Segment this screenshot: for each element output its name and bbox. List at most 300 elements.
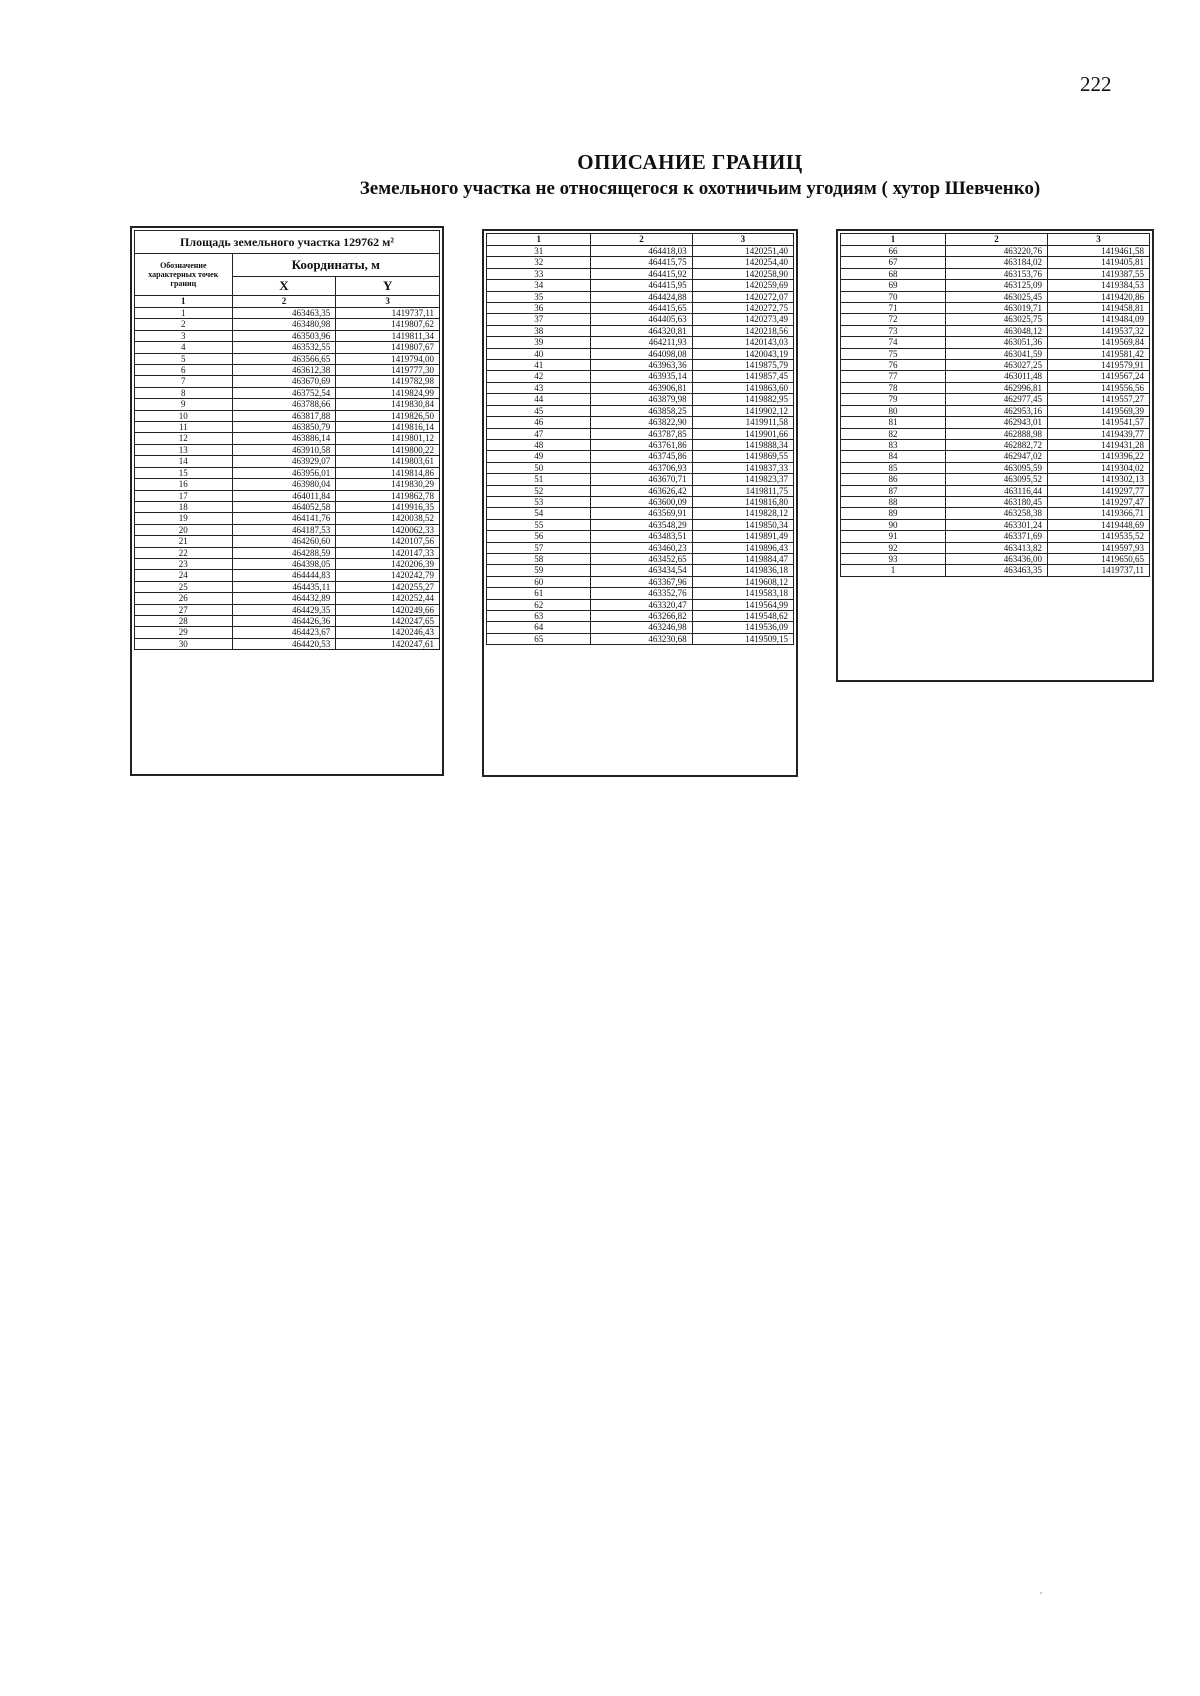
coord-y: 1419567,24 — [1048, 371, 1150, 382]
coord-y: 1419569,39 — [1048, 405, 1150, 416]
coord-y: 1420255,27 — [336, 581, 440, 592]
coord-x: 463569,91 — [591, 508, 692, 519]
column-numbers-row — [841, 234, 1150, 246]
coord-x: 463180,45 — [946, 496, 1048, 507]
point-number: 74 — [841, 337, 946, 348]
coord-y: 1419597,93 — [1048, 542, 1150, 553]
coord-y: 1419837,33 — [692, 462, 793, 473]
point-number: 92 — [841, 542, 946, 553]
coord-x: 463906,81 — [591, 382, 692, 393]
point-number: 21 — [135, 536, 233, 547]
coord-y: 1419884,47 — [692, 553, 793, 564]
table-row — [487, 611, 794, 622]
coord-y: 1419801,12 — [336, 433, 440, 444]
table-row — [135, 319, 440, 330]
coord-x: 464320,81 — [591, 325, 692, 336]
table-row — [135, 376, 440, 387]
coord-x: 463230,68 — [591, 633, 692, 644]
coord-y: 1420251,40 — [692, 246, 793, 257]
coord-x: 463463,35 — [946, 565, 1048, 576]
coord-x: 463434,54 — [591, 565, 692, 576]
coord-x: 464415,95 — [591, 280, 692, 291]
coord-y: 1419836,18 — [692, 565, 793, 576]
table-row — [135, 353, 440, 364]
coord-x: 464288,59 — [232, 547, 336, 558]
table-row — [841, 280, 1150, 291]
point-number: 65 — [487, 633, 591, 644]
coord-x: 463116,44 — [946, 485, 1048, 496]
coord-x: 463367,96 — [591, 576, 692, 587]
column-numbers-row — [135, 296, 440, 308]
table-row — [135, 513, 440, 524]
coord-y: 1419777,30 — [336, 365, 440, 376]
header-point-designation: Обозначение характерных точек границ — [135, 254, 233, 296]
coord-y: 1419862,78 — [336, 490, 440, 501]
table-row — [487, 474, 794, 485]
point-number: 30 — [135, 638, 233, 649]
table-row — [841, 531, 1150, 542]
coord-x: 464415,92 — [591, 268, 692, 279]
coord-x: 463548,29 — [591, 519, 692, 530]
point-number: 79 — [841, 394, 946, 405]
table-row — [487, 417, 794, 428]
coord-x: 464415,75 — [591, 257, 692, 268]
coord-x: 463935,14 — [591, 371, 692, 382]
table-row — [841, 542, 1150, 553]
coord-x: 463095,59 — [946, 462, 1048, 473]
table-row — [487, 599, 794, 610]
table-row — [135, 422, 440, 433]
table-row — [487, 496, 794, 507]
table-row — [841, 451, 1150, 462]
point-number: 24 — [135, 570, 233, 581]
table-row — [841, 337, 1150, 348]
coord-y: 1420043,19 — [692, 348, 793, 359]
coord-y: 1419536,09 — [692, 622, 793, 633]
coord-y: 1419439,77 — [1048, 428, 1150, 439]
coord-x: 464418,03 — [591, 246, 692, 257]
table-row — [135, 433, 440, 444]
coord-y: 1419297,47 — [1048, 496, 1150, 507]
point-number: 31 — [487, 246, 591, 257]
coord-x: 463822,90 — [591, 417, 692, 428]
coord-y: 1419891,49 — [692, 531, 793, 542]
table-row — [487, 314, 794, 325]
header-coordinates: Координаты, м — [232, 254, 439, 277]
coord-y: 1420258,90 — [692, 268, 793, 279]
table-row — [135, 342, 440, 353]
document-title: ОПИСАНИЕ ГРАНИЦ — [577, 150, 803, 174]
point-number: 36 — [487, 303, 591, 314]
coord-y: 1420252,44 — [336, 593, 440, 604]
coord-y: 1419509,15 — [692, 633, 793, 644]
table-row — [487, 291, 794, 302]
coord-y: 1420038,52 — [336, 513, 440, 524]
coord-x: 464141,76 — [232, 513, 336, 524]
table-row — [135, 547, 440, 558]
coord-x: 463025,45 — [946, 291, 1048, 302]
coord-y: 1419882,95 — [692, 394, 793, 405]
point-number: 51 — [487, 474, 591, 485]
table-row — [135, 501, 440, 512]
coord-x: 464423,67 — [232, 627, 336, 638]
point-number: 13 — [135, 444, 233, 455]
table-row — [841, 246, 1150, 257]
coord-y: 1420272,75 — [692, 303, 793, 314]
coord-y: 1419548,62 — [692, 611, 793, 622]
point-number: 25 — [135, 581, 233, 592]
table-row — [841, 382, 1150, 393]
point-number: 16 — [135, 479, 233, 490]
coord-y: 1419811,75 — [692, 485, 793, 496]
coord-x: 463258,38 — [946, 508, 1048, 519]
coord-x: 463980,04 — [232, 479, 336, 490]
coord-x: 463436,00 — [946, 553, 1048, 564]
point-number: 49 — [487, 451, 591, 462]
table-row — [487, 622, 794, 633]
point-number: 1 — [135, 308, 233, 319]
point-number: 93 — [841, 553, 946, 564]
point-number: 2 — [135, 319, 233, 330]
coord-y: 1419581,42 — [1048, 348, 1150, 359]
point-number: 15 — [135, 467, 233, 478]
point-number: 46 — [487, 417, 591, 428]
coord-x: 463463,35 — [232, 308, 336, 319]
coord-y: 1419826,50 — [336, 410, 440, 421]
coord-y: 1419431,28 — [1048, 439, 1150, 450]
table-row — [487, 531, 794, 542]
point-number: 48 — [487, 439, 591, 450]
coord-y: 1420218,56 — [692, 325, 793, 336]
point-number: 76 — [841, 360, 946, 371]
table-row — [487, 519, 794, 530]
coord-y: 1420249,66 — [336, 604, 440, 615]
point-number: 39 — [487, 337, 591, 348]
coord-x: 463706,93 — [591, 462, 692, 473]
point-number: 63 — [487, 611, 591, 622]
point-number: 75 — [841, 348, 946, 359]
coord-y: 1419816,14 — [336, 422, 440, 433]
point-number: 72 — [841, 314, 946, 325]
point-number: 26 — [135, 593, 233, 604]
table-row — [135, 490, 440, 501]
coord-y: 1419901,66 — [692, 428, 793, 439]
coord-y: 1419823,37 — [692, 474, 793, 485]
table-row — [841, 405, 1150, 416]
point-number: 4 — [135, 342, 233, 353]
point-number: 91 — [841, 531, 946, 542]
coord-y: 1419579,91 — [1048, 360, 1150, 371]
point-number: 71 — [841, 303, 946, 314]
coord-x: 463670,69 — [232, 376, 336, 387]
header-x: X — [232, 277, 336, 296]
coord-x: 464432,89 — [232, 593, 336, 604]
coord-x: 463850,79 — [232, 422, 336, 433]
coord-x: 463956,01 — [232, 467, 336, 478]
coord-y: 1420247,65 — [336, 615, 440, 626]
coord-x: 464415,65 — [591, 303, 692, 314]
coord-x: 463019,71 — [946, 303, 1048, 314]
column-numbers-row — [487, 234, 794, 246]
coord-x: 463483,51 — [591, 531, 692, 542]
area-label: Площадь земельного участка 129762 м² — [135, 231, 440, 254]
coord-y: 1419405,81 — [1048, 257, 1150, 268]
table-row — [487, 588, 794, 599]
coord-x: 462977,45 — [946, 394, 1048, 405]
coord-y: 1420259,69 — [692, 280, 793, 291]
point-number: 62 — [487, 599, 591, 610]
point-number: 84 — [841, 451, 946, 462]
point-number: 11 — [135, 422, 233, 433]
coord-x: 463963,36 — [591, 360, 692, 371]
table-row — [487, 246, 794, 257]
coord-x: 463452,65 — [591, 553, 692, 564]
coord-x: 463352,76 — [591, 588, 692, 599]
point-number: 47 — [487, 428, 591, 439]
point-number: 53 — [487, 496, 591, 507]
coord-x: 463011,48 — [946, 371, 1048, 382]
coord-x: 464052,58 — [232, 501, 336, 512]
coordinates-table-3 — [836, 229, 1154, 682]
point-number: 41 — [487, 360, 591, 371]
coord-y: 1419384,53 — [1048, 280, 1150, 291]
table-row — [487, 451, 794, 462]
coord-x: 463266,82 — [591, 611, 692, 622]
table-row — [135, 467, 440, 478]
point-number: 64 — [487, 622, 591, 633]
coord-x: 463817,88 — [232, 410, 336, 421]
point-number: 44 — [487, 394, 591, 405]
coord-x: 462996,81 — [946, 382, 1048, 393]
coord-y: 1419737,11 — [1048, 565, 1150, 576]
table-row — [487, 325, 794, 336]
coord-x: 463025,75 — [946, 314, 1048, 325]
coord-x: 463532,55 — [232, 342, 336, 353]
point-number: 42 — [487, 371, 591, 382]
coord-x: 463612,38 — [232, 365, 336, 376]
table-row — [841, 303, 1150, 314]
coord-y: 1419794,00 — [336, 353, 440, 364]
point-number: 7 — [135, 376, 233, 387]
table-row — [487, 257, 794, 268]
header-y: Y — [336, 277, 440, 296]
coord-x: 463095,52 — [946, 474, 1048, 485]
coord-x: 463125,09 — [946, 280, 1048, 291]
point-number: 83 — [841, 439, 946, 450]
point-number: 12 — [135, 433, 233, 444]
coord-x: 463184,02 — [946, 257, 1048, 268]
table-row — [135, 444, 440, 455]
table-row — [135, 638, 440, 649]
point-number: 66 — [841, 246, 946, 257]
table-row — [487, 633, 794, 644]
coord-y: 1420062,33 — [336, 524, 440, 535]
table-row — [841, 371, 1150, 382]
coord-x: 463460,23 — [591, 542, 692, 553]
table-row — [841, 417, 1150, 428]
col-number: 1 — [841, 234, 946, 246]
point-number: 77 — [841, 371, 946, 382]
point-number: 33 — [487, 268, 591, 279]
point-number: 81 — [841, 417, 946, 428]
point-number: 17 — [135, 490, 233, 501]
point-number: 54 — [487, 508, 591, 519]
coord-y: 1419807,62 — [336, 319, 440, 330]
coord-y: 1419811,34 — [336, 330, 440, 341]
coord-y: 1419916,35 — [336, 501, 440, 512]
document-subtitle: Земельного участка не относящегося к охотничьим угодиям ( хутор Шевченко) — [359, 178, 1041, 199]
point-number: 67 — [841, 257, 946, 268]
point-number: 37 — [487, 314, 591, 325]
coord-x: 464405,63 — [591, 314, 692, 325]
coord-y: 1419814,86 — [336, 467, 440, 478]
coord-x: 463041,59 — [946, 348, 1048, 359]
coord-x: 464011,84 — [232, 490, 336, 501]
table-row — [487, 268, 794, 279]
point-number: 23 — [135, 558, 233, 569]
scan-speck — [1040, 1592, 1042, 1594]
coord-x: 463752,54 — [232, 387, 336, 398]
coord-x: 464098,08 — [591, 348, 692, 359]
point-number: 22 — [135, 547, 233, 558]
table-row — [841, 325, 1150, 336]
point-number: 38 — [487, 325, 591, 336]
coord-y: 1419564,99 — [692, 599, 793, 610]
coord-y: 1419304,02 — [1048, 462, 1150, 473]
coord-x: 464435,11 — [232, 581, 336, 592]
coord-x: 463858,25 — [591, 405, 692, 416]
coord-x: 463626,42 — [591, 485, 692, 496]
table-row — [135, 615, 440, 626]
coord-y: 1419782,98 — [336, 376, 440, 387]
coord-x: 463301,24 — [946, 519, 1048, 530]
table-row — [487, 348, 794, 359]
table-row — [841, 462, 1150, 473]
table-row — [487, 485, 794, 496]
table-row — [487, 360, 794, 371]
table-row — [841, 291, 1150, 302]
coord-x: 463220,76 — [946, 246, 1048, 257]
coord-x: 462882,72 — [946, 439, 1048, 450]
point-number: 18 — [135, 501, 233, 512]
coord-y: 1419828,12 — [692, 508, 793, 519]
coord-y: 1419366,71 — [1048, 508, 1150, 519]
point-number: 5 — [135, 353, 233, 364]
point-number: 52 — [487, 485, 591, 496]
table-row — [135, 524, 440, 535]
coord-x: 463879,98 — [591, 394, 692, 405]
point-number: 28 — [135, 615, 233, 626]
coord-y: 1419857,45 — [692, 371, 793, 382]
table-row — [487, 542, 794, 553]
coord-y: 1419830,84 — [336, 399, 440, 410]
coord-x: 462888,98 — [946, 428, 1048, 439]
point-number: 70 — [841, 291, 946, 302]
point-number: 27 — [135, 604, 233, 615]
table-row — [841, 519, 1150, 530]
coord-x: 464420,53 — [232, 638, 336, 649]
table-row — [135, 365, 440, 376]
table-row — [487, 462, 794, 473]
table-row — [135, 330, 440, 341]
coord-y: 1419800,22 — [336, 444, 440, 455]
point-number: 3 — [135, 330, 233, 341]
table-row — [487, 280, 794, 291]
point-number: 6 — [135, 365, 233, 376]
coord-y: 1419896,43 — [692, 542, 793, 553]
coord-y: 1420273,49 — [692, 314, 793, 325]
coord-y: 1420143,03 — [692, 337, 793, 348]
col-number: 2 — [232, 296, 336, 308]
coord-x: 463480,98 — [232, 319, 336, 330]
col-number: 1 — [487, 234, 591, 246]
coord-x: 463246,98 — [591, 622, 692, 633]
point-number: 35 — [487, 291, 591, 302]
point-number: 61 — [487, 588, 591, 599]
col-number: 3 — [692, 234, 793, 246]
coord-y: 1419420,86 — [1048, 291, 1150, 302]
table-row — [487, 565, 794, 576]
coord-y: 1420247,61 — [336, 638, 440, 649]
table-row — [841, 394, 1150, 405]
coord-y: 1419608,12 — [692, 576, 793, 587]
coord-y: 1420246,43 — [336, 627, 440, 638]
coord-x: 463371,69 — [946, 531, 1048, 542]
coord-y: 1419863,60 — [692, 382, 793, 393]
coord-y: 1419875,79 — [692, 360, 793, 371]
coord-y: 1419911,58 — [692, 417, 793, 428]
coord-y: 1420107,56 — [336, 536, 440, 547]
point-number: 78 — [841, 382, 946, 393]
table-row — [487, 405, 794, 416]
table-row — [487, 553, 794, 564]
table-row — [841, 428, 1150, 439]
coord-x: 464426,36 — [232, 615, 336, 626]
coord-y: 1419816,80 — [692, 496, 793, 507]
table-row — [135, 558, 440, 569]
coord-x: 464424,88 — [591, 291, 692, 302]
table-row — [841, 314, 1150, 325]
coord-y: 1419737,11 — [336, 308, 440, 319]
point-number: 82 — [841, 428, 946, 439]
col-number: 3 — [336, 296, 440, 308]
coord-y: 1419583,18 — [692, 588, 793, 599]
coord-x: 462947,02 — [946, 451, 1048, 462]
table-row — [487, 439, 794, 450]
coord-y: 1419803,61 — [336, 456, 440, 467]
point-number: 45 — [487, 405, 591, 416]
table-row — [841, 268, 1150, 279]
point-number: 55 — [487, 519, 591, 530]
point-number: 90 — [841, 519, 946, 530]
coord-x: 463787,85 — [591, 428, 692, 439]
table-row — [487, 303, 794, 314]
coord-y: 1419869,55 — [692, 451, 793, 462]
table-row — [135, 593, 440, 604]
coord-x: 463048,12 — [946, 325, 1048, 336]
coord-y: 1419541,57 — [1048, 417, 1150, 428]
coord-x: 463761,86 — [591, 439, 692, 450]
coord-x: 463413,82 — [946, 542, 1048, 553]
coord-y: 1419537,32 — [1048, 325, 1150, 336]
table-row — [841, 474, 1150, 485]
point-number: 85 — [841, 462, 946, 473]
table-row — [135, 308, 440, 319]
coord-x: 463929,07 — [232, 456, 336, 467]
table-row — [135, 456, 440, 467]
table-row — [487, 508, 794, 519]
table-row — [487, 337, 794, 348]
